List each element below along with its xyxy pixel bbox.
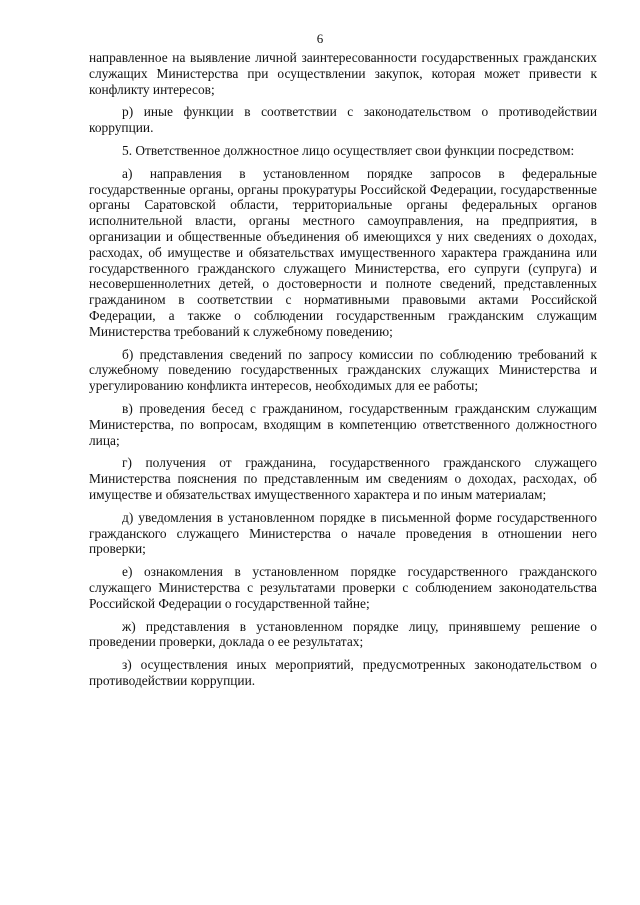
paragraph-item-d: д) уведомления в установленном порядке в письменной форме государственного гражданского служащего Министерства о начале проведения в отношении него проверки;: [89, 509, 597, 557]
paragraph-continuation: направленное на выявление личной заинтересованности государственных гражданских служащих Министерства при осуществлении закупок, которая может привести к конфликту интересов;: [89, 50, 597, 97]
paragraph-item-g: г) получения от гражданина, государственного гражданского служащего Министерства пояснения по представленным им сведениям о доходах, расходах, об имуществе и обязательствах имущественного характера и по иным материалам;: [89, 455, 597, 502]
paragraph-item-z: з) осуществления иных мероприятий, предусмотренных законодательством о противодействии коррупции.: [89, 657, 597, 688]
paragraph-item-e: е) ознакомления в установленном порядке государственного гражданского служащего Министерства с результатами проверки с соблюдением законодательства Российской Федерации о государственной тайне;: [89, 564, 597, 611]
paragraph-item-a: а) направления в установленном порядке запросов в федеральные государственные органы, органы прокуратуры Российской Федерации, государственные органы Саратовской области, территориальные органы федеральных органов исполнительной власти, органы местного самоуправления, на предприятия, в организации и общественные объединения об имеющихся у них сведениях о доходах, расходах, об имуществе и обязательствах имущественного характера гражданина или государственного гражданского служащего Министерства, его супруги (супруга) и несовершеннолетних детей, о достоверности и полноте сведений, представленных гражданином в соответствии с нормативными правовыми актами Российской Федерации, а также о соблюдении государственным гражданским служащим Министерства требований к служебному поведению;: [89, 165, 597, 339]
document-body: [89, 50, 597, 696]
paragraph-item-b: б) представления сведений по запросу комиссии по соблюдению требований к служебному поведению государственных гражданских служащих Министерства и урегулированию конфликта интересов, необходимых для ее работы;: [89, 346, 597, 394]
paragraph-section-5: 5. Ответственное должностное лицо осуществляет свои функции посредством:: [122, 142, 575, 158]
paragraph-item-zh: ж) представления в установленном порядке лицу, принявшему решение о проведении проверки, доклада о ее результатах;: [89, 618, 597, 650]
paragraph-item-v: в) проведения бесед с гражданином, государственным гражданским служащим Министерства, по вопросам, входящим в компетенцию ответственного должностного лица;: [89, 400, 597, 448]
page-number: 6: [316, 31, 324, 46]
paragraph-item-r: р) иные функции в соответствии с законодательством о противодействии коррупции.: [89, 104, 597, 136]
